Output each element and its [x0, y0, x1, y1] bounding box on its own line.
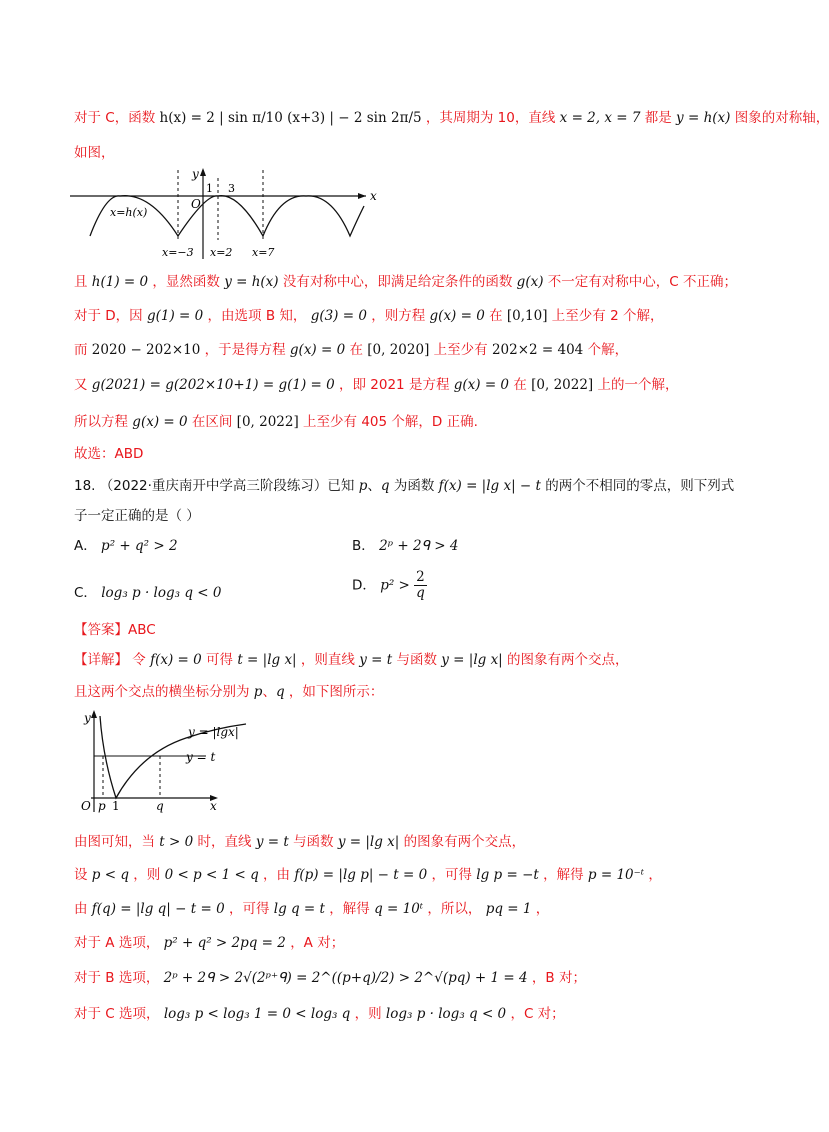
fig1-curve-label: x=h(x): [110, 206, 148, 219]
fig2-one-label: 1: [112, 799, 120, 813]
q18-line1: 18. （2022·重庆南开中学高三阶段练习）已知 p、q 为函数 f(x) = |lg x| − t 的两个不相同的零点，则下列式: [74, 478, 735, 494]
y-axis-arrow: [91, 710, 97, 718]
y-axis-arrow: [200, 168, 206, 176]
you2-line: 由 f(q) = |lg q| − t = 0 ，可得 lg q = t ，解得 q = 10ᵗ ，所以， pq = 1 ，: [74, 901, 550, 917]
she-line: 设 p < q ，则 0 < p < 1 < q ，由 f(p) = |lg p| − t = 0 ，可得 lg p = −t ，解得 p = 10⁻ᵗ ，: [74, 867, 662, 883]
fig1-label-x2: x=2: [210, 246, 233, 259]
fig1-x-label: x: [370, 189, 377, 203]
c-option-line: 对于 C 选项， log₃ p < log₃ 1 = 0 < log₃ q ，则 log₃ p · log₃ q < 0 ，C 对；: [74, 1006, 565, 1022]
fig1-origin-label: O: [191, 197, 201, 211]
a-option-line: 对于 A 选项， p² + q² > 2pq = 2 ，A 对；: [74, 935, 345, 951]
fig1-y-label: y: [192, 167, 199, 181]
fig2-line-label: y = t: [186, 750, 216, 764]
q18-line2: 子一定正确的是（ ）: [74, 508, 200, 524]
symmetry-lines: x = 2, x = 7: [559, 110, 641, 126]
fig2-p-label: p: [98, 799, 106, 813]
c-para-line: [74, 108, 829, 128]
y-h-function: y = h(x): [676, 110, 731, 126]
answer-text: 【答案】ABC: [74, 622, 156, 638]
fig1-tick-3: 3: [228, 182, 235, 195]
rutu-text: 如图，: [74, 145, 115, 161]
q18-source: （2022·重庆南开中学高三阶段练习）已知: [99, 478, 355, 494]
fig1-tick-1: 1: [206, 182, 213, 195]
fig1-label-xm3: x=−3: [162, 246, 194, 259]
option-a: A． p² + q² > 2: [74, 538, 178, 554]
q18-function: f(x) = |lg x| − t: [438, 478, 541, 494]
er-line: 而 2020 − 202×10 ，于是得方程 g(x) = 0 在 [0, 2020] 上至少有 202×2 = 404 个解，: [74, 342, 629, 358]
suo-line: 所以方程 g(x) = 0 在区间 [0, 2022] 上至少有 405 个解，D 正确.: [74, 414, 478, 430]
fig2-curve-label: y = |lgx|: [188, 725, 239, 739]
guxuan-text: 故选：ABD: [74, 446, 144, 462]
fig2-q-label: q: [156, 799, 164, 813]
c-para-prefix: 对于 C，函数: [74, 110, 156, 126]
q18-number: 18.: [74, 478, 96, 494]
h-function-graph: [70, 164, 380, 264]
x-axis-arrow: [358, 193, 366, 199]
fig2-x-label: x: [210, 799, 217, 813]
fig1-label-x7: x=7: [252, 246, 275, 259]
qie-line: 且这两个交点的横坐标分别为 p、q ，如下图所示：: [74, 684, 384, 700]
you-line: 又 g(2021) = g(202×10+1) = g(1) = 0 ，即 2021 是方程 g(x) = 0 在 [0, 2022] 上的一个解，: [74, 377, 679, 393]
option-d: D． p² > $\frac{2}{q}$: [352, 569, 425, 601]
h1-eq: h(1) = 0: [91, 274, 149, 290]
c-para-suffix: 图象的对称轴，: [734, 110, 829, 126]
h-function-formula: h(x) = 2 | sin π/10 (x+3) | − 2 sin 2π/5: [159, 110, 422, 126]
youtu-line: 由图可知，当 t > 0 时，直线 y = t 与函数 y = |lg x| 的图象有两个交点，: [74, 834, 526, 850]
c-para-mid2: 都是: [644, 110, 672, 126]
detail-line: 【详解】 令 f(x) = 0 可得 t = |lg x| ，则直线 y = t 与函数 y = |lg x| 的图象有两个交点，: [74, 652, 629, 668]
option-b: B． 2ᵖ + 2ᑫ > 4: [352, 538, 459, 554]
lg-function-graph: [76, 708, 266, 816]
d-fraction: $\frac{2}{q}$: [416, 569, 425, 601]
b-option-line: 对于 B 选项， 2ᵖ + 2ᑫ > 2√(2ᵖ⁺ᑫ) = 2^((p+q)/2) > 2^√(pq) + 1 = 4 ，B 对；: [74, 970, 586, 986]
option-c: C． log₃ p · log₃ q < 0: [74, 585, 222, 601]
d-line: 对于 D，因 g(1) = 0 ，由选项 B 知， g(3) = 0 ，则方程 g(x) = 0 在 [0,10] 上至少有 2 个解，: [74, 308, 664, 324]
c-para-mid: ，其周期为 10，直线: [425, 110, 556, 126]
fig2-y-label: y: [84, 711, 91, 725]
fig2-origin-label: O: [81, 799, 91, 813]
h1-line: 且 h(1) = 0 ，显然函数 y = h(x) 没有对称中心，即满足给定条件的函数 g(x) 不一定有对称中心，C 不正确；: [74, 274, 737, 290]
